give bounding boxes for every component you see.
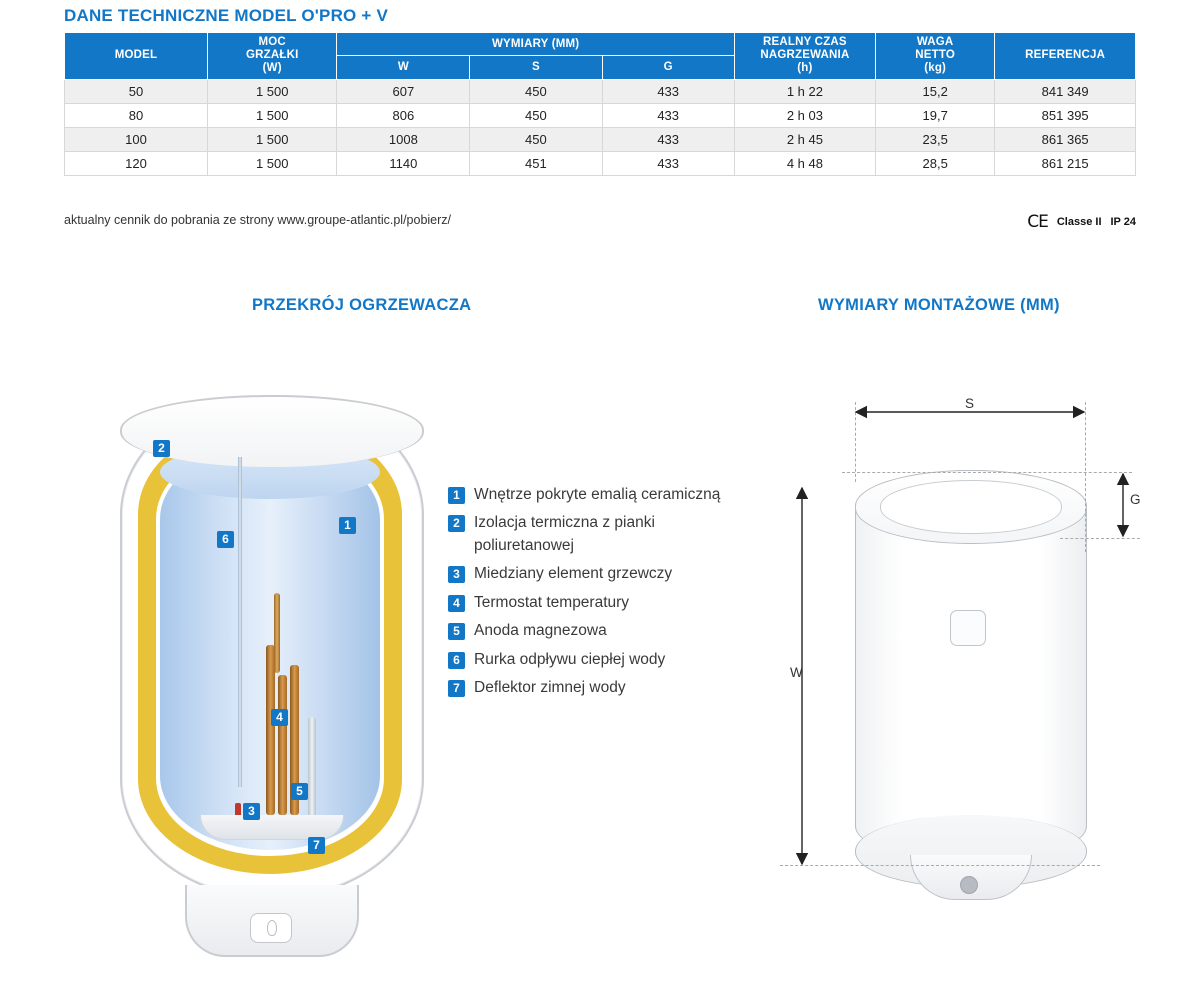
dimension-label-g: G <box>1130 492 1141 507</box>
cell-w: 1140 <box>337 151 470 175</box>
cell-w: 806 <box>337 103 470 127</box>
list-item <box>448 484 738 506</box>
col-header-net-weight-line3: (kg) <box>924 62 947 75</box>
callout-2: 2 <box>153 440 170 457</box>
dimension-arrows <box>760 360 1180 940</box>
legend-label-6: Rurka odpływu ciepłej wody <box>474 650 666 668</box>
col-header-dimensions: WYMIARY (MM) <box>337 33 734 56</box>
ip-rating-label: IP 24 <box>1110 216 1136 228</box>
col-header-power <box>207 33 337 80</box>
legend-label-5: Anoda magnezowa <box>474 622 607 640</box>
legend-label-2: Izolacja termiczna z pianki poliuretanowej <box>474 514 655 554</box>
page-title: DANE TECHNICZNE MODEL O'PRO + V <box>64 6 388 25</box>
cell-w: 1008 <box>337 127 470 151</box>
hot-water-outlet-pipe <box>238 457 242 787</box>
cell-model: 100 <box>65 127 208 151</box>
callout-6: 6 <box>217 531 234 548</box>
cell-s: 451 <box>470 151 602 175</box>
cell-g: 433 <box>602 103 734 127</box>
cell-model: 50 <box>65 79 208 103</box>
cell-s: 450 <box>470 103 602 127</box>
copper-heating-element-rod-1 <box>266 645 275 815</box>
list-item <box>448 563 738 585</box>
col-header-power-line1: MOC <box>258 36 286 48</box>
water-heater-cross-section-illustration <box>60 345 480 970</box>
ce-icon: CE <box>1027 212 1048 232</box>
technical-data-table <box>64 32 1136 176</box>
legend-number-2: 2 <box>448 515 465 532</box>
mounting-dimensions-diagram <box>760 360 1180 940</box>
legend-number-4: 4 <box>448 595 465 612</box>
col-header-heating-time-line3: (h) <box>797 62 813 75</box>
table-row <box>65 79 1136 103</box>
legend-list <box>448 484 738 706</box>
callout-1: 1 <box>339 517 356 534</box>
cell-weight: 23,5 <box>875 127 994 151</box>
legend-number-5: 5 <box>448 623 465 640</box>
cell-s: 450 <box>470 79 602 103</box>
cell-power: 1 500 <box>207 127 337 151</box>
list-item <box>448 649 738 671</box>
table-header <box>65 33 1136 80</box>
certification-marks <box>1027 212 1136 232</box>
legend-label-1: Wnętrze pokryte emalią ceramiczną <box>474 486 721 503</box>
col-header-g: G <box>602 56 734 79</box>
cell-w: 607 <box>337 79 470 103</box>
cell-g: 433 <box>602 127 734 151</box>
cell-reference: 861 215 <box>995 151 1136 175</box>
callout-4: 4 <box>271 709 288 726</box>
cell-heating-time: 2 h 03 <box>734 103 875 127</box>
spec-table-container <box>64 32 1136 176</box>
cell-reference: 841 349 <box>995 79 1136 103</box>
cell-reference: 851 395 <box>995 103 1136 127</box>
col-header-power-line3: (W) <box>262 62 282 75</box>
col-header-s: S <box>470 56 602 79</box>
table-body <box>65 79 1136 175</box>
dimension-label-w: W <box>790 665 803 680</box>
price-list-note: aktualny cennik do pobrania ze strony www.groupe-atlantic.pl/pobierz/ <box>64 213 452 227</box>
table-row <box>65 151 1136 175</box>
cell-heating-time: 4 h 48 <box>734 151 875 175</box>
col-header-w: W <box>337 56 470 79</box>
col-header-net-weight-line1: WAGA <box>916 36 954 48</box>
cell-g: 433 <box>602 151 734 175</box>
callout-3: 3 <box>243 803 260 820</box>
col-header-reference: REFERENCJA <box>995 33 1136 80</box>
cell-weight: 15,2 <box>875 79 994 103</box>
protection-class-label: Classe II <box>1056 216 1102 228</box>
cell-weight: 28,5 <box>875 151 994 175</box>
list-item <box>448 512 738 557</box>
col-header-power-line2: GRZAŁKI <box>245 49 299 62</box>
magnesium-anode <box>308 717 316 817</box>
dimension-label-s: S <box>965 396 975 411</box>
callout-5: 5 <box>291 783 308 800</box>
col-header-heating-time-line2: NAGRZEWANIA <box>760 49 850 62</box>
legend-label-7: Deflektor zimnej wody <box>474 679 626 697</box>
cell-power: 1 500 <box>207 103 337 127</box>
cell-heating-time: 2 h 45 <box>734 127 875 151</box>
col-header-model: MODEL <box>65 33 208 80</box>
base-control-icon <box>250 913 292 943</box>
col-header-heating-time <box>734 33 875 80</box>
table-row <box>65 103 1136 127</box>
cell-g: 433 <box>602 79 734 103</box>
col-header-heating-time-line1: REALNY CZAS <box>763 36 847 48</box>
callout-7: 7 <box>308 837 325 854</box>
cell-model: 120 <box>65 151 208 175</box>
section-title-cross-section: PRZEKRÓJ OGRZEWACZA <box>252 296 472 314</box>
cell-power: 1 500 <box>207 79 337 103</box>
legend-label-3: Miedziany element grzewczy <box>474 565 673 583</box>
table-header-row-1 <box>65 33 1136 56</box>
legend-number-7: 7 <box>448 680 465 697</box>
list-item <box>448 620 738 642</box>
copper-heating-element-rod-2 <box>278 675 287 815</box>
col-header-net-weight-line2: NETTO <box>915 49 956 62</box>
col-header-net-weight <box>875 33 994 80</box>
legend-label-4: Termostat temperatury <box>474 593 630 611</box>
legend-number-3: 3 <box>448 566 465 583</box>
legend-number-6: 6 <box>448 652 465 669</box>
table-row <box>65 127 1136 151</box>
cell-s: 450 <box>470 127 602 151</box>
cell-weight: 19,7 <box>875 103 994 127</box>
cell-reference: 861 365 <box>995 127 1136 151</box>
cell-heating-time: 1 h 22 <box>734 79 875 103</box>
cell-power: 1 500 <box>207 151 337 175</box>
cell-model: 80 <box>65 103 208 127</box>
section-title-mounting-dimensions: WYMIARY MONTAŻOWE (MM) <box>818 296 1060 314</box>
legend-number-1: 1 <box>448 487 465 504</box>
list-item <box>448 677 738 699</box>
list-item <box>448 592 738 614</box>
